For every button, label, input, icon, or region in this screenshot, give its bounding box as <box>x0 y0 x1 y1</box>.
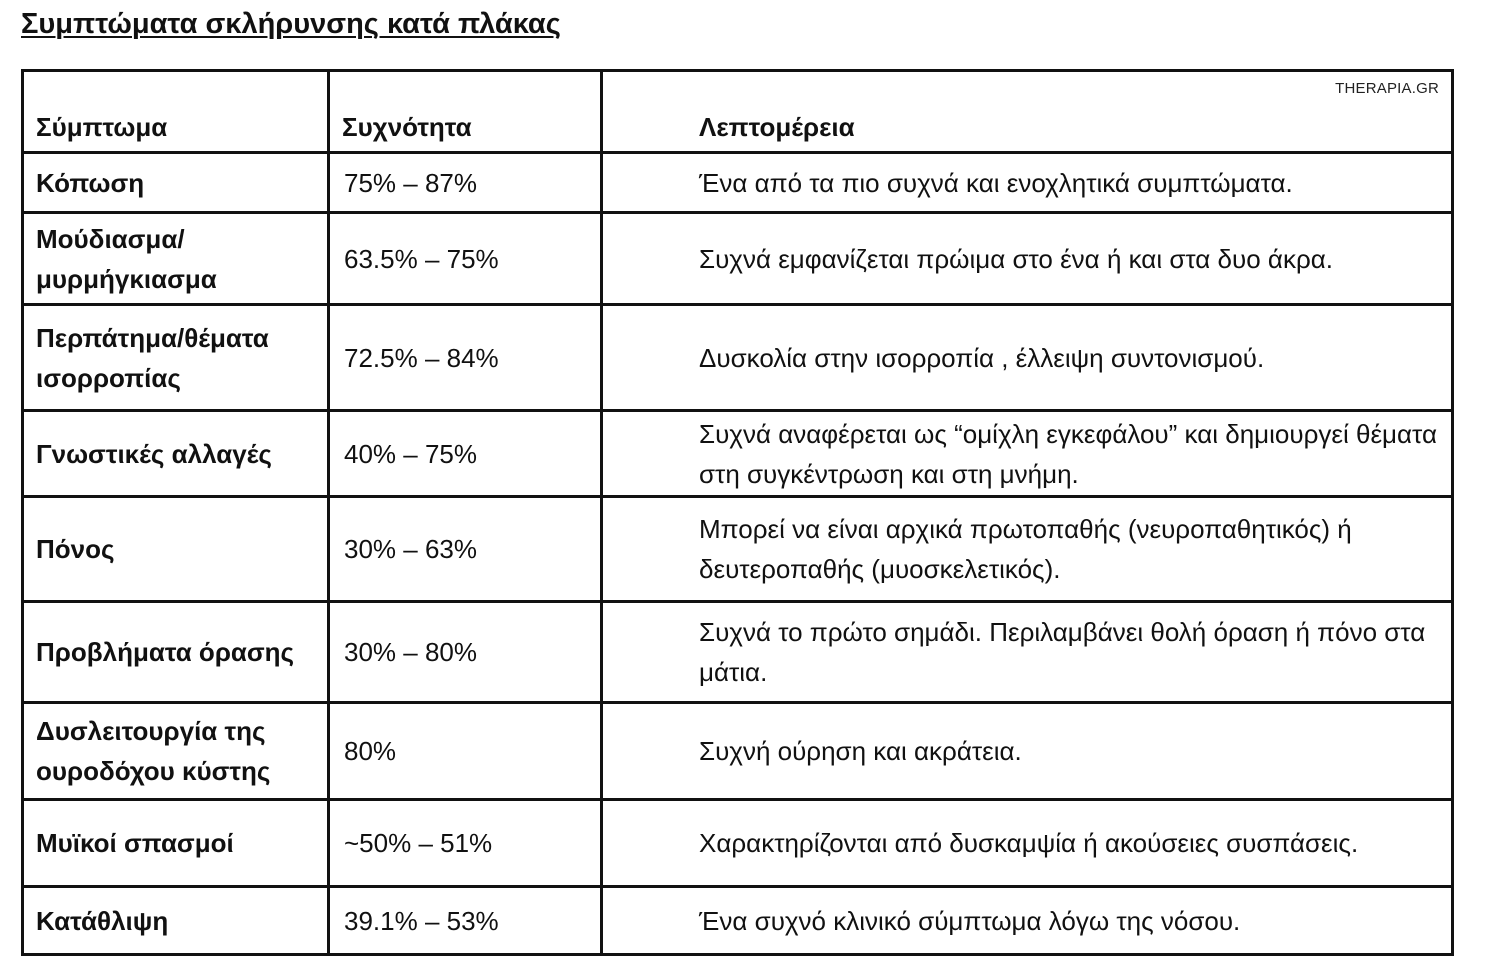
detail-cell: Μπορεί να είναι αρχικά πρωτοπαθής (νευροπαθητικός) ή δευτεροπαθής (μυοσκελετικός). <box>602 497 1453 602</box>
frequency-cell: 40% – 75% <box>329 411 602 497</box>
table-row <box>23 305 1453 411</box>
symptom-cell: Κόπωση <box>23 153 329 213</box>
symptom-cell: Κατάθλιψη <box>23 887 329 955</box>
symptom-cell: Μούδιασμα/ μυρμήγκιασμα <box>23 213 329 305</box>
table-row <box>23 213 1453 305</box>
header-symptom: Σύμπτωμα <box>23 71 329 153</box>
table-row <box>23 703 1453 800</box>
header-frequency: Συχνότητα <box>329 71 602 153</box>
document-title: Συμπτώματα σκλήρυνσης κατά πλάκας <box>21 8 561 40</box>
header-detail-label: Λεπτομέρεια <box>699 112 855 142</box>
detail-cell: Δυσκολία στην ισορροπία , έλλειψη συντονισμού. <box>602 305 1453 411</box>
symptom-cell: Προβλήματα όρασης <box>23 602 329 703</box>
detail-cell: Ένα από τα πιο συχνά και ενοχλητικά συμπτώματα. <box>602 153 1453 213</box>
frequency-cell: 75% – 87% <box>329 153 602 213</box>
detail-cell: Συχνά το πρώτο σημάδι. Περιλαμβάνει θολή όραση ή πόνο στα μάτια. <box>602 602 1453 703</box>
header-detail <box>602 71 1453 153</box>
symptom-cell: Πόνος <box>23 497 329 602</box>
table-row <box>23 153 1453 213</box>
watermark: THERAPIA.GR <box>1335 80 1439 97</box>
frequency-cell: 63.5% – 75% <box>329 213 602 305</box>
symptom-cell: Περπάτημα/θέματα ισορροπίας <box>23 305 329 411</box>
table-row <box>23 800 1453 887</box>
detail-cell: Χαρακτηρίζονται από δυσκαμψία ή ακούσειες συσπάσεις. <box>602 800 1453 887</box>
symptom-cell: Μυϊκοί σπασμοί <box>23 800 329 887</box>
frequency-cell: 72.5% – 84% <box>329 305 602 411</box>
detail-cell: Ένα συχνό κλινικό σύμπτωμα λόγω της νόσου. <box>602 887 1453 955</box>
detail-cell: Συχνά αναφέρεται ως “ομίχλη εγκεφάλου” και δημιουργεί θέματα στη συγκέντρωση και στη μνήμη. <box>602 411 1453 497</box>
table-row <box>23 411 1453 497</box>
frequency-cell: 80% <box>329 703 602 800</box>
detail-cell: Συχνά εμφανίζεται πρώιμα στο ένα ή και στα δυο άκρα. <box>602 213 1453 305</box>
table-row <box>23 887 1453 955</box>
frequency-cell: 30% – 63% <box>329 497 602 602</box>
symptoms-table-container <box>21 69 1451 956</box>
detail-cell: Συχνή ούρηση και ακράτεια. <box>602 703 1453 800</box>
table-header-row <box>23 71 1453 153</box>
table-row <box>23 497 1453 602</box>
frequency-cell: 39.1% – 53% <box>329 887 602 955</box>
symptoms-table <box>21 69 1454 956</box>
frequency-cell: 30% – 80% <box>329 602 602 703</box>
symptom-cell: Δυσλειτουργία της ουροδόχου κύστης <box>23 703 329 800</box>
symptom-cell: Γνωστικές αλλαγές <box>23 411 329 497</box>
table-row <box>23 602 1453 703</box>
frequency-cell: ~50% – 51% <box>329 800 602 887</box>
